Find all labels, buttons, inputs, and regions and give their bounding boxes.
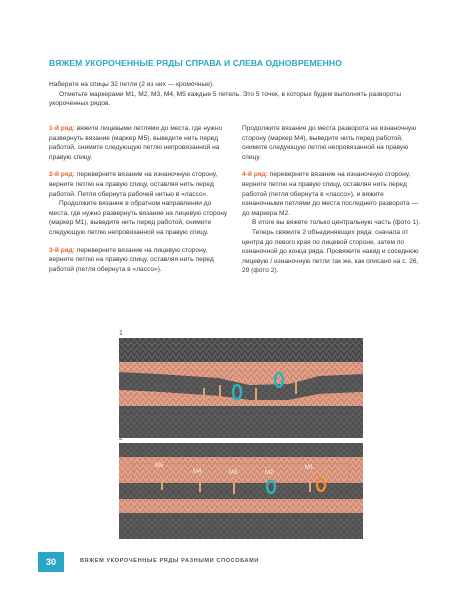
- marker-label-m2: М2: [265, 470, 274, 476]
- row-1-text: вяжите лицевыми петлями до места, где нужно развернуть вязание (маркер М5), выведите нить перед работой, снимите следующую петлю непровязанной на правую спицу.: [49, 125, 223, 161]
- section-heading: ВЯЖЕМ УКОРОЧЕННЫЕ РЯДЫ СПРАВА И СЛЕВА ОДНОВРЕМЕННО: [49, 58, 342, 68]
- intro-paragraph-1: Наберите на спицы 32 петли (2 из них — кромочные).: [49, 81, 214, 88]
- marker-label-m4: М4: [193, 469, 202, 475]
- row-1-label: 1-й ряд:: [49, 125, 75, 132]
- page-number: 30: [38, 552, 64, 572]
- marker-label-m3: М3: [229, 470, 238, 476]
- row-3-label: 3-й ряд:: [49, 246, 75, 254]
- row-2-label: 2-й ряд:: [49, 171, 75, 179]
- row-3-text: переверните вязание на лицевую сторону, верните петлю на правую спицу, оставляя нить перед работой (петля обернута в «лассо»).: [49, 246, 214, 273]
- right-column: [242, 124, 422, 284]
- knitted-fabric-photo-1: [119, 338, 363, 438]
- row-2-paragraph: [49, 170, 229, 199]
- left-column: [49, 124, 229, 282]
- photo-1-number: 1: [119, 330, 123, 337]
- running-title: ВЯЖЕМ УКОРОЧЕННЫЕ РЯДЫ РАЗНЫМИ СПОСОБАМИ: [80, 558, 260, 564]
- marker-label-m5: М5: [155, 463, 164, 469]
- right-paragraph-3: Теперь свяжите 2 объединяющих ряда: сначала от центра до левого края по лицевой стороне, затем по изнаночной до конца ряда. Провяжите накид и соседнюю лицевую / изнаночную петли так же, как описано на с. 26, 29 (фото 2).: [242, 228, 419, 275]
- page-footer: [0, 552, 460, 572]
- row-2-continuation: Продолжите вязание в обратном направлении до места, где нужно развернуть вязание на лицевую сторону (маркер М1), выведите нить перед работой, снимите следующую петлю непровязанной на правую спицу.: [49, 200, 228, 236]
- row-4-text: переверните вязание на изнаночную сторону, верните петлю на правую спицу, оставляя нить перед работой (петля обернута в «лассо»), и вяжите изнаночными петлями до места последнего разворота — до маркера М2.: [242, 171, 419, 217]
- knitted-fabric-photo-2: [119, 443, 363, 539]
- row-4-label: 4-й ряд:: [242, 171, 268, 179]
- row-2-text: переверните вязание на изнаночную сторону, верните петлю на правую спицу, оставляя нить перед работой. Петля обернута рабочей нитью в «лассо».: [49, 171, 218, 198]
- photo-1: [119, 338, 363, 438]
- row-4-paragraph: [242, 170, 422, 218]
- photo-2: [119, 443, 363, 539]
- right-paragraph-2: В итоге вы вяжете только центральную часть (фото 1).: [252, 219, 421, 227]
- row-1-paragraph: [49, 124, 229, 162]
- photo-2-number: 2: [119, 435, 123, 442]
- right-paragraph-1: Продолжите вязание до места разворота на изнаночную сторону (маркер М4), выведите нить перед работой, снимите следующую петлю непровязанной на правую спицу.: [242, 125, 417, 161]
- row-3-paragraph: [49, 246, 229, 275]
- intro-paragraph-2: Отметьте маркерами М1, М2, М3, М4, М5 каждые 5 петель. Это 5 точек, в которых будем выполнять развороты укороченных рядов.: [49, 90, 402, 108]
- intro-text: [49, 80, 421, 109]
- marker-label-m1: М1: [305, 465, 314, 471]
